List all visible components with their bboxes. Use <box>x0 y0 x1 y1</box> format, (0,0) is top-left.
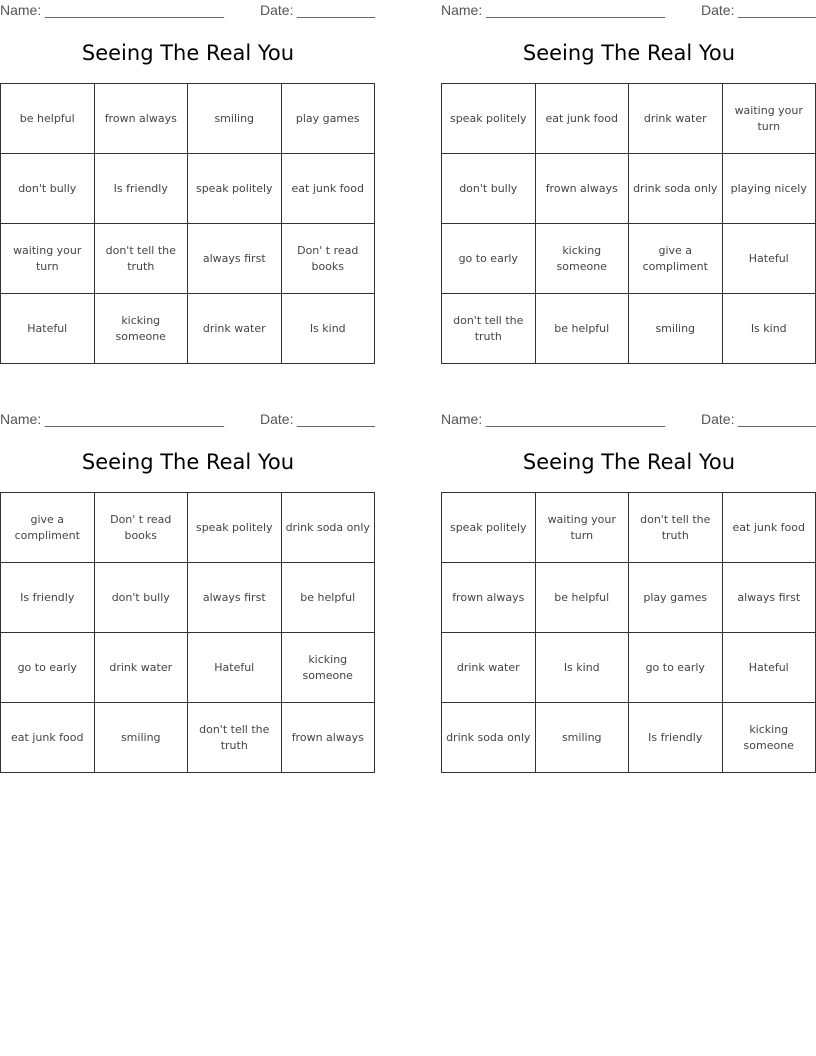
name-label: Name: <box>441 411 483 427</box>
grid-row <box>442 84 816 154</box>
grid-cell: Is friendly <box>1 563 95 633</box>
grid-cell: don't tell the truth <box>188 703 282 773</box>
grid-cell: don't bully <box>1 154 95 224</box>
grid-row <box>1 294 375 364</box>
grid-cell: give a compliment <box>1 493 95 563</box>
grid-cell: frown always <box>281 703 375 773</box>
card-header <box>441 2 816 20</box>
grid-cell: smiling <box>535 703 629 773</box>
grid-cell: eat junk food <box>535 84 629 154</box>
bingo-grid <box>441 492 816 773</box>
grid-row <box>1 633 375 703</box>
grid-cell: smiling <box>94 703 188 773</box>
grid-cell: frown always <box>442 563 536 633</box>
name-label: Name: <box>0 2 42 18</box>
bingo-grid <box>0 83 375 364</box>
date-line: __________ <box>297 411 375 427</box>
grid-cell: speak politely <box>442 84 536 154</box>
grid-row <box>1 493 375 563</box>
grid-row <box>442 703 816 773</box>
grid-cell: drink soda only <box>281 493 375 563</box>
grid-row <box>1 563 375 633</box>
name-line: _______________________ <box>45 411 225 427</box>
grid-cell: smiling <box>188 84 282 154</box>
grid-cell: eat junk food <box>722 493 816 563</box>
grid-cell: drink water <box>94 633 188 703</box>
date-label: Date: <box>701 2 735 18</box>
grid-cell: waiting your turn <box>722 84 816 154</box>
grid-cell: be helpful <box>281 563 375 633</box>
name-line: _______________________ <box>486 2 666 18</box>
date-label: Date: <box>260 411 294 427</box>
grid-row <box>1 224 375 294</box>
grid-cell: be helpful <box>535 563 629 633</box>
grid-cell: kicking someone <box>281 633 375 703</box>
grid-row <box>442 154 816 224</box>
grid-cell: kicking someone <box>535 224 629 294</box>
bingo-card <box>441 409 816 774</box>
grid-cell: Is kind <box>535 633 629 703</box>
grid-cell: speak politely <box>188 154 282 224</box>
grid-cell: smiling <box>629 294 723 364</box>
grid-row <box>1 703 375 773</box>
grid-cell: Hateful <box>188 633 282 703</box>
card-header <box>441 411 816 429</box>
grid-cell: frown always <box>94 84 188 154</box>
grid-cell: speak politely <box>188 493 282 563</box>
card-header <box>0 411 376 429</box>
grid-cell: drink soda only <box>442 703 536 773</box>
grid-cell: go to early <box>629 633 723 703</box>
grid-cell: go to early <box>442 224 536 294</box>
date-label: Date: <box>701 411 735 427</box>
grid-cell: always first <box>722 563 816 633</box>
date-label: Date: <box>260 2 294 18</box>
grid-cell: speak politely <box>442 493 536 563</box>
grid-cell: Is kind <box>722 294 816 364</box>
grid-cell: be helpful <box>535 294 629 364</box>
grid-cell: playing nicely <box>722 154 816 224</box>
grid-cell: waiting your turn <box>1 224 95 294</box>
grid-cell: be helpful <box>1 84 95 154</box>
card-title: Seeing The Real You <box>81 41 295 65</box>
grid-row <box>1 84 375 154</box>
grid-cell: don't bully <box>94 563 188 633</box>
date-line: __________ <box>738 2 816 18</box>
grid-cell: Don' t read books <box>94 493 188 563</box>
grid-cell: Hateful <box>722 633 816 703</box>
grid-cell: don't bully <box>442 154 536 224</box>
name-line: _______________________ <box>45 2 225 18</box>
bingo-grid <box>0 492 375 773</box>
grid-cell: Hateful <box>1 294 95 364</box>
grid-row <box>442 563 816 633</box>
grid-row <box>442 224 816 294</box>
grid-row <box>442 633 816 703</box>
grid-cell: eat junk food <box>281 154 375 224</box>
grid-row <box>442 294 816 364</box>
grid-cell: give a compliment <box>629 224 723 294</box>
grid-cell: kicking someone <box>94 294 188 364</box>
grid-cell: don't tell the truth <box>629 493 723 563</box>
bingo-card <box>441 0 816 365</box>
grid-cell: eat junk food <box>1 703 95 773</box>
grid-cell: go to early <box>1 633 95 703</box>
grid-cell: Don' t read books <box>281 224 375 294</box>
bingo-grid <box>441 83 816 364</box>
grid-row <box>1 154 375 224</box>
card-title: Seeing The Real You <box>81 450 295 474</box>
grid-cell: waiting your turn <box>535 493 629 563</box>
grid-cell: drink soda only <box>629 154 723 224</box>
bingo-card <box>0 409 376 774</box>
grid-cell: drink water <box>188 294 282 364</box>
grid-cell: Is kind <box>281 294 375 364</box>
grid-cell: Hateful <box>722 224 816 294</box>
grid-cell: always first <box>188 224 282 294</box>
card-header <box>0 2 376 20</box>
name-label: Name: <box>0 411 42 427</box>
grid-cell: play games <box>281 84 375 154</box>
date-line: __________ <box>297 2 375 18</box>
name-label: Name: <box>441 2 483 18</box>
grid-cell: Is friendly <box>94 154 188 224</box>
grid-cell: don't tell the truth <box>94 224 188 294</box>
grid-cell: drink water <box>442 633 536 703</box>
grid-cell: Is friendly <box>629 703 723 773</box>
card-title: Seeing The Real You <box>522 450 736 474</box>
grid-cell: don't tell the truth <box>442 294 536 364</box>
date-line: __________ <box>738 411 816 427</box>
grid-cell: kicking someone <box>722 703 816 773</box>
grid-cell: frown always <box>535 154 629 224</box>
grid-cell: always first <box>188 563 282 633</box>
name-line: _______________________ <box>486 411 666 427</box>
card-title: Seeing The Real You <box>522 41 736 65</box>
grid-row <box>442 493 816 563</box>
bingo-card <box>0 0 376 365</box>
grid-cell: drink water <box>629 84 723 154</box>
grid-cell: play games <box>629 563 723 633</box>
